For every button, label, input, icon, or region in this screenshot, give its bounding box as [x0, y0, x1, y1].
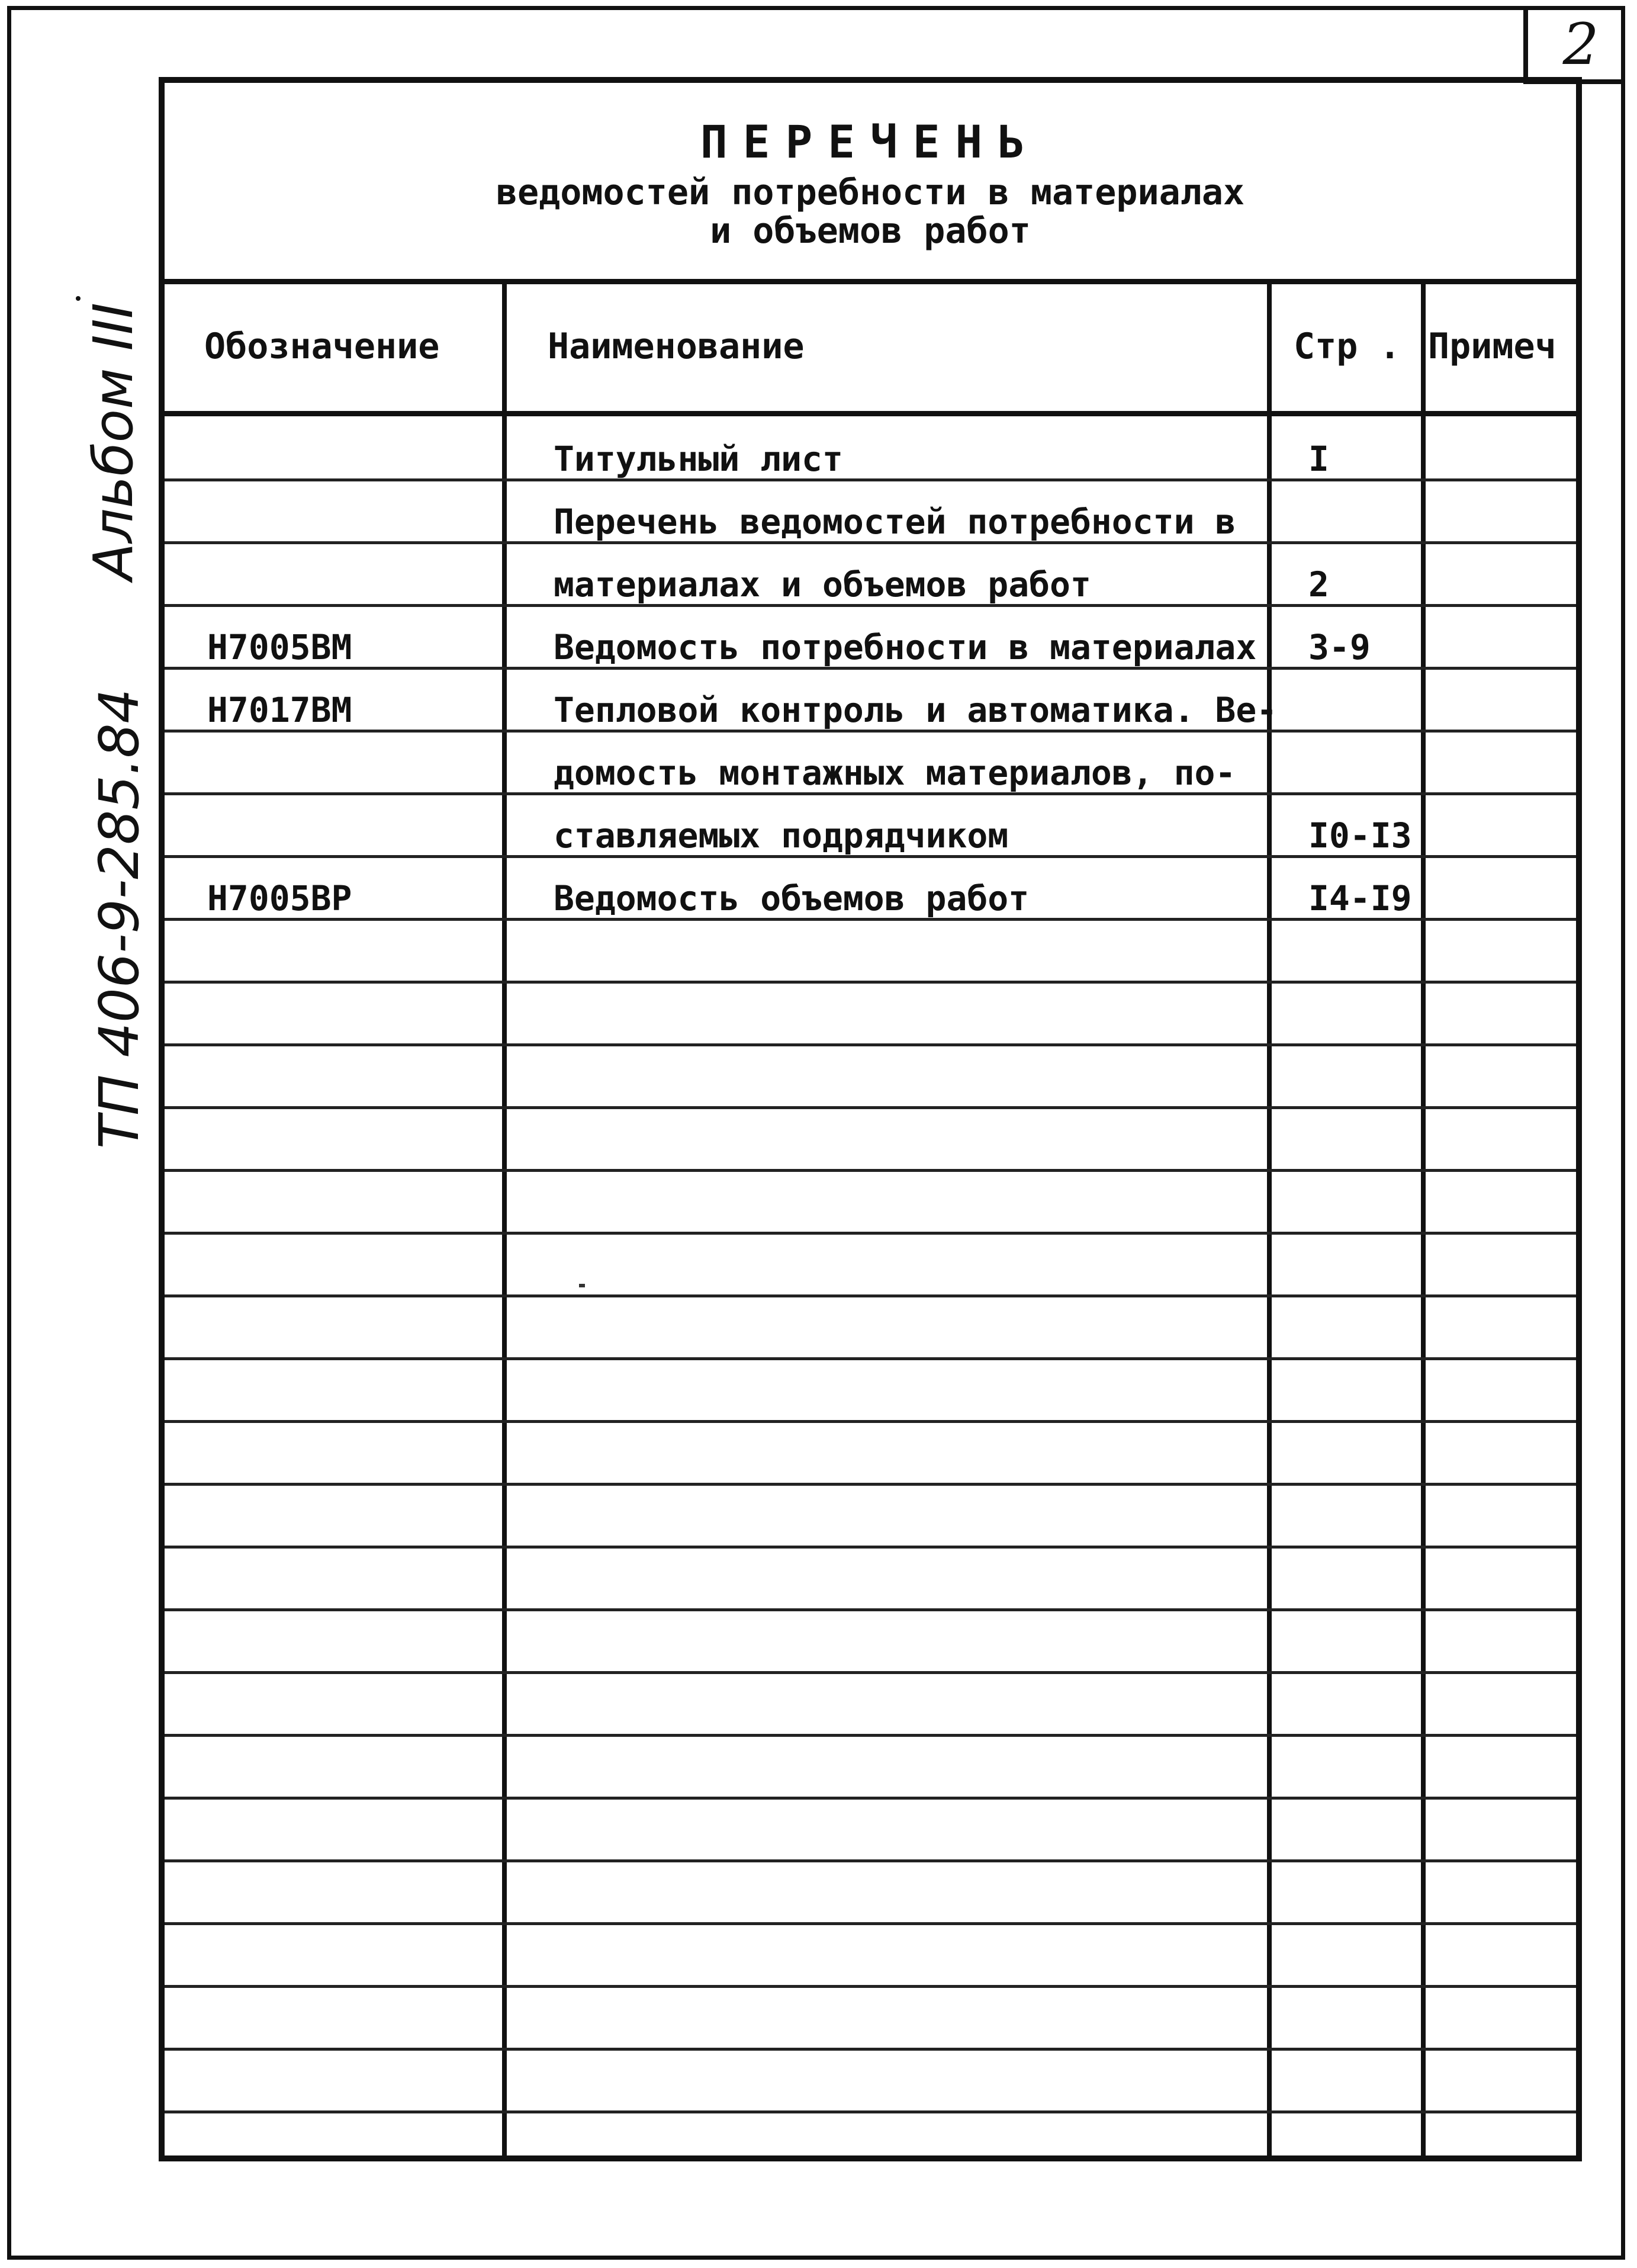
document-title: ПЕРЕЧЕНЬ	[700, 115, 1041, 168]
row-name: Перечень ведомостей потребности в	[554, 502, 1236, 542]
row-rule-line	[165, 1294, 1576, 1297]
column-divider-2	[1267, 284, 1272, 2155]
row-page: I	[1308, 439, 1329, 479]
row-name: материалах и объемов работ	[554, 564, 1091, 605]
document-subtitle-line2: и объемов работ	[710, 210, 1031, 252]
row-page: I4-I9	[1308, 878, 1412, 918]
row-name: Титульный лист	[554, 439, 843, 479]
document-header	[165, 83, 1576, 284]
header-row-divider	[165, 411, 1576, 416]
page-number: 2	[1562, 11, 1599, 78]
side-project-code: ТП 406-9-285.84	[88, 688, 151, 1149]
row-rule-line	[165, 1420, 1576, 1423]
table-frame	[159, 77, 1582, 2161]
row-name: ставляемых подрядчиком	[554, 815, 1009, 856]
row-rule-line	[165, 1608, 1576, 1611]
row-rule-line	[165, 1985, 1576, 1988]
column-header-name: Наименование	[548, 326, 805, 367]
row-page: 3-9	[1308, 627, 1371, 667]
row-rule-line	[165, 1546, 1576, 1549]
row-rule-line	[165, 1922, 1576, 1925]
row-rule-line	[165, 2110, 1576, 2113]
row-rule-line	[165, 1483, 1576, 1486]
column-divider-1	[502, 284, 507, 2155]
row-designation: Н7005ВР	[207, 878, 352, 918]
row-rule-line	[165, 1859, 1576, 1862]
row-rule-line	[165, 1232, 1576, 1235]
row-name: Ведомость объемов работ	[554, 878, 1030, 918]
row-name: Тепловой контроль и автоматика. Ве-	[554, 690, 1278, 730]
row-rule-line	[165, 1357, 1576, 1360]
row-rule-line	[165, 1106, 1576, 1109]
row-rule-line	[165, 1734, 1576, 1737]
row-rule-line	[165, 981, 1576, 984]
row-page: 2	[1308, 564, 1329, 605]
stray-mark	[579, 1284, 585, 1287]
row-rule-line	[165, 478, 1576, 481]
column-header-designation: Обозначение	[204, 326, 440, 367]
row-page: I0-I3	[1308, 815, 1412, 856]
row-rule-line	[165, 1169, 1576, 1172]
side-dot-mark	[76, 296, 81, 301]
row-rule-line	[165, 1043, 1576, 1046]
column-header-note: Примеч	[1428, 326, 1556, 367]
column-divider-3	[1421, 284, 1426, 2155]
column-header-page: Стр .	[1294, 326, 1401, 367]
row-designation: Н7005ВМ	[207, 627, 352, 667]
row-designation: Н7017ВМ	[207, 690, 352, 730]
row-rule-line	[165, 1671, 1576, 1674]
row-name: Ведомость потребности в материалах	[554, 627, 1257, 667]
row-rule-line	[165, 1797, 1576, 1800]
document-subtitle-line1: ведомостей потребности в материалах	[496, 172, 1245, 213]
side-album-label: Альбом III	[82, 302, 145, 580]
row-rule-line	[165, 2048, 1576, 2051]
row-name: домость монтажных материалов, по-	[554, 753, 1236, 793]
